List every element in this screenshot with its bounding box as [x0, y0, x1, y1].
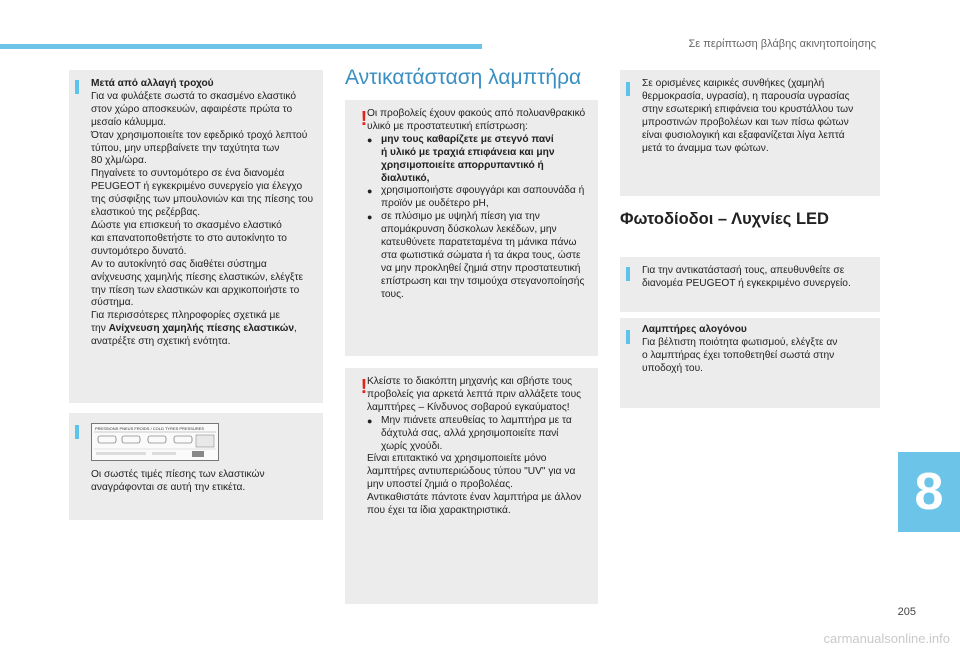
- watermark: carmanualsonline.info: [823, 631, 950, 646]
- label-row: [96, 452, 146, 455]
- text-line: κατευθύνετε παρατεταμένα τη μάνικα πάνω: [381, 237, 577, 249]
- text-line: 80 χλμ/ώρα.: [91, 155, 147, 167]
- car-icon: [98, 436, 116, 443]
- text-line: σύστημα.: [91, 297, 134, 309]
- warning-icon: !: [360, 376, 368, 398]
- text-line: αναγράφονται σε αυτή την ετικέτα.: [91, 481, 246, 493]
- barcode-icon: [196, 435, 214, 447]
- text-line: Οι σωστές τιμές πίεσης των ελαστικών: [91, 469, 265, 480]
- tyre-change-heading: Μετά από αλλαγή τροχού: [91, 78, 214, 89]
- headlamp-lens-warning-text: [367, 108, 595, 302]
- car-icon: [122, 436, 140, 443]
- bulb-replacement-title: Αντικατάσταση λαμπτήρα: [345, 66, 582, 89]
- led-info-text: [642, 265, 876, 291]
- label-caption: PRESSIONS PNEUS FROIDS / COLD TYRES PRESSURES: [95, 426, 205, 431]
- text-line: Για να φυλάξετε σωστά το σκασμένο ελαστικό: [91, 90, 296, 102]
- info-marker-icon: [626, 82, 630, 96]
- text-line: χωρίς χνούδι.: [381, 440, 443, 452]
- text-line: την πίεση των ελαστικών και αρχικοποιήστε το: [91, 284, 300, 296]
- halogen-heading: Λαμπτήρες αλογόνου: [642, 324, 747, 335]
- info-marker-icon: [75, 80, 79, 94]
- text-line: στα φωτιστικά σώματα ή τα άκρα τους, ώστε: [381, 249, 581, 261]
- bullet-icon: ●: [367, 134, 373, 145]
- text-line: είναι φυσιολογική και εξαφανίζεται λίγα λεπτά: [642, 129, 845, 141]
- text-line: Κλείστε το διακόπτη μηχανής και σβήστε τους: [367, 376, 573, 387]
- text-line: τους.: [381, 288, 404, 300]
- text-line: Για την αντικατάστασή τους, απευθυνθείτε σε: [642, 265, 845, 276]
- warning-icon: !: [360, 108, 368, 130]
- tyre-change-reference: την Ανίχνευση χαμηλής πίεσης ελαστικών,: [91, 323, 297, 335]
- text-line: Σε ορισμένες καιρικές συνθήκες (χαμηλή: [642, 78, 825, 89]
- humidity-info-text: [642, 78, 876, 155]
- led-section-title: Φωτοδίοδοι – Λυχνίες LED: [620, 210, 829, 228]
- text-line: μετά το άναμμα των φώτων.: [642, 142, 769, 154]
- bullet-icon: ●: [367, 212, 373, 223]
- tyre-pressure-label-image: [91, 423, 219, 461]
- text-line: δάχτυλά σας, αλλά χρησιμοποιείτε πανί: [381, 427, 559, 439]
- text-line: επίστρωση και την τσιμούχα στεγανοποίησής: [381, 275, 585, 287]
- text-line: στην εσωτερική επιφάνεια του κρυστάλλου των: [642, 103, 854, 115]
- tyre-pressure-label-text: [91, 469, 319, 495]
- led-info-box: [620, 257, 880, 312]
- text-line: συντομότερο δυνατό.: [91, 245, 187, 257]
- bullet-icon: ●: [367, 415, 373, 426]
- text-line: Οι προβολείς έχουν φακούς από πολυανθρακικό: [367, 108, 586, 119]
- text-line: Αντικαθιστάτε πάντοτε έναν λαμπτήρα με άλλον: [367, 492, 582, 504]
- text-line: μην τους καθαρίζετε με στεγνό πανί: [381, 133, 554, 145]
- tyre-label-drawing: [92, 424, 218, 460]
- text-line: απομάκρυνση δύσκολων λεκέδων, μην: [381, 224, 557, 236]
- info-marker-icon: [75, 425, 79, 439]
- text-line: διαλυτικό,: [381, 172, 430, 184]
- section-header-title: Σε περίπτωση βλάβης ακινητοποίησης: [688, 38, 876, 50]
- page-number: 205: [897, 606, 916, 618]
- text-line: και επανατοποθετήστε το στο αυτοκίνητο το: [91, 232, 287, 244]
- text-line: χρησιμοποιήστε σφουγγάρι και σαπουνάδα ή: [381, 185, 585, 197]
- warning-bullet-fingers: [367, 415, 595, 454]
- warning-bullet-high-pressure: [367, 211, 595, 301]
- text-line: ο λαμπτήρας έχει τοποθετηθεί σωστά στην: [642, 349, 835, 361]
- text-line: Για περισσότερες πληροφορίες σχετικά με: [91, 310, 280, 322]
- text-line: μπροστινών προβολέων και των πίσω φώτων: [642, 116, 849, 128]
- text-line: προϊόν με ουδέτερο pH,: [381, 198, 489, 210]
- text-line: της σύσφιξης των μπουλονιών και της πίεσης του: [91, 194, 314, 206]
- text-line: Πηγαίνετε το συντομότερο σε ένα διανομέα: [91, 168, 285, 180]
- info-marker-icon: [626, 267, 630, 281]
- text-line: μην υποστεί ζημιά ο προβολέας.: [367, 479, 513, 491]
- headlamp-lens-warning-box: [345, 100, 598, 356]
- halogen-info-text: [642, 324, 876, 376]
- text-line: που έχει τα ίδια χαρακτηριστικά.: [367, 505, 511, 517]
- text-line: Όταν χρησιμοποιείτε τον εφεδρικό τροχό λεπτού: [91, 129, 308, 141]
- text-line: να μην προκληθεί ζημιά στην προστατευτική: [381, 262, 581, 274]
- text-line: διανομέα PEUGEOT ή εγκεκριμένο συνεργείο.: [642, 277, 851, 289]
- bullet-icon: ●: [367, 186, 373, 197]
- top-accent-bar: [0, 44, 482, 49]
- text-line: χρησιμοποιείτε απορρυπαντικό ή: [381, 159, 544, 171]
- text-line: Δώστε για επισκευή το σκασμένο ελαστικό: [91, 219, 282, 231]
- halogen-info-box: [620, 318, 880, 408]
- text-line: στον χώρο αποσκευών, αφαιρέστε πρώτα το: [91, 103, 293, 115]
- car-icon: [148, 436, 166, 443]
- text-line: υποδοχή του.: [642, 362, 703, 374]
- text-line: Μην πιάνετε απευθείας το λαμπτήρα με τα: [381, 414, 572, 426]
- burn-risk-warning-box: [345, 368, 598, 604]
- text-line: προβολείς για αρκετά λεπτά πριν αλλάξετε τους: [367, 388, 582, 400]
- text-line: λαμπτήρες – Κίνδυνος σοβαρού εγκαύματος!: [367, 401, 570, 413]
- text-line: ή υλικό με τραχιά επιφάνεια και μην: [381, 146, 555, 158]
- warning-bullet-sponge: [367, 185, 595, 211]
- burn-risk-warning-text: [367, 376, 595, 518]
- text-line: ελαστικού της ρεζέρβας.: [91, 207, 201, 219]
- tyre-pressure-label-box: [69, 413, 323, 520]
- warning-bullet-dry-cloth: [367, 134, 595, 186]
- label-stamp: [192, 451, 204, 457]
- chapter-tab: 8: [898, 452, 960, 532]
- text-line: τύπου, μην υπερβαίνετε την ταχύτητα των: [91, 142, 280, 154]
- text-line: PEUGEOT ή εγκεκριμένο συνεργείο για έλεγχο: [91, 181, 303, 193]
- tyre-change-final-line: ανατρέξτε στη σχετική ενότητα.: [91, 336, 231, 348]
- text-line: θερμοκρασία, υγρασία), η παρουσία υγρασίας: [642, 90, 850, 102]
- text-line: Αν το αυτοκίνητό σας διαθέτει σύστημα: [91, 258, 267, 270]
- tyre-change-text: [91, 78, 319, 349]
- text-line: υλικό με προστατευτική επίστρωση:: [367, 120, 528, 132]
- humidity-info-box: [620, 70, 880, 196]
- tyre-change-info-box: [69, 70, 323, 403]
- info-marker-icon: [626, 330, 630, 344]
- car-icon: [174, 436, 192, 443]
- text-line: σε πλύσιμο με υψηλή πίεση για την: [381, 211, 540, 223]
- text-line: ανίχνευσης χαμηλής πίεσης ελαστικών, ελέγξτε: [91, 271, 304, 283]
- text-line: λαμπτήρες αντιυπεριώδους τύπου "UV" για να: [367, 466, 576, 478]
- text-line: Είναι επιτακτικό να χρησιμοποιείτε μόνο: [367, 453, 547, 465]
- text-line: μεσαίο κάλυμμα.: [91, 116, 167, 128]
- label-row: [152, 452, 176, 455]
- text-line: Για βέλτιστη ποιότητα φωτισμού, ελέγξτε αν: [642, 336, 838, 348]
